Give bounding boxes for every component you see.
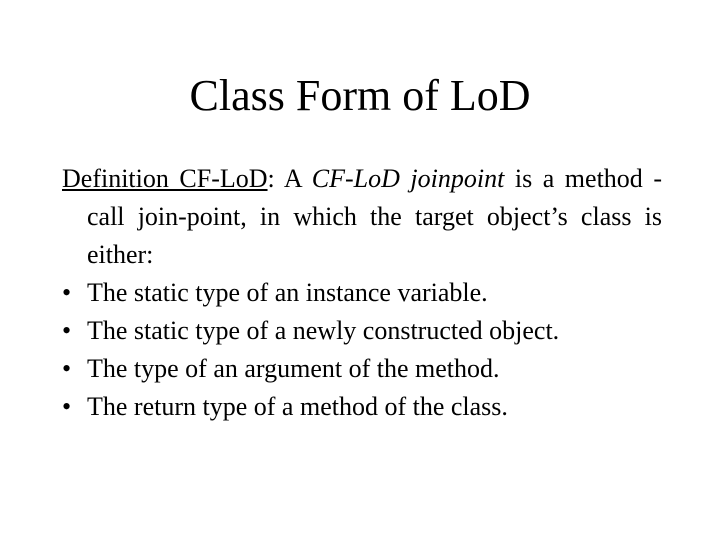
bullet-text: The static type of a newly constructed object.	[87, 316, 560, 345]
bullet-item	[62, 312, 662, 350]
definition-paragraph	[62, 160, 662, 274]
bullet-text: The static type of an instance variable.	[87, 278, 488, 307]
bullet-item	[62, 274, 662, 312]
bullet-item	[62, 388, 662, 426]
definition-text: is a method -call join-point, in which the target object’s class is either:	[87, 164, 662, 269]
definition-term: CF-LoD joinpoint	[311, 164, 505, 193]
bullet-item	[62, 350, 662, 388]
definition-label: Definition CF-LoD	[62, 164, 268, 193]
bullet-text: The return type of a method of the class.	[87, 392, 508, 421]
bullet-icon: •	[62, 392, 72, 421]
bullet-list	[62, 274, 662, 426]
slide-title: Class Form of LoD	[189, 71, 531, 120]
definition-separator: : A	[267, 164, 312, 193]
bullet-text: The type of an argument of the method.	[87, 354, 500, 383]
slide-body	[62, 160, 662, 426]
bullet-icon: •	[62, 354, 72, 383]
bullet-icon: •	[62, 278, 72, 307]
bullet-icon: •	[62, 316, 72, 345]
